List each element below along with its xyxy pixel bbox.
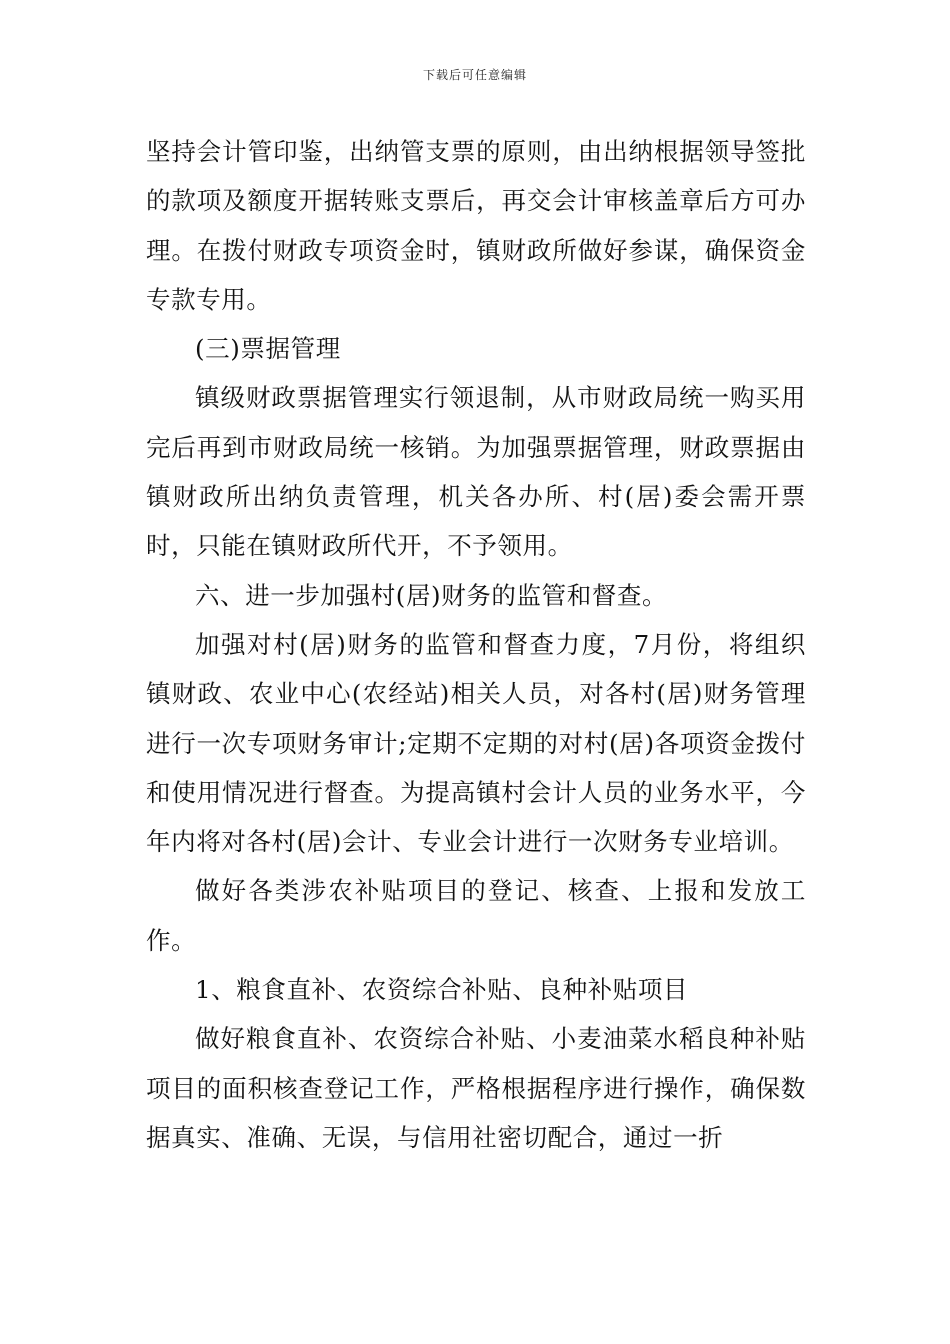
- section-heading-item-1: 1、粮食直补、农资综合补贴、良种补贴项目: [195, 975, 689, 1005]
- paragraph-6: 做好各类涉农补贴项目的登记、核查、上报和发放工作。: [146, 876, 806, 955]
- header-note: 下载后可任意编辑: [422, 68, 527, 82]
- paragraph-5: 加强对村(居)财务的监管和督查力度，7月份，将组织镇财政、农业中心(农经站)相关人员，对各村(居)财务管理进行一次专项财务审计;定期不定期的对村(居)各项资金拨付和使用情况进行督查。为提高镇村会计人员的业务水平，今年内将对各村(居)会计、专业会计进行一次财务专业培训。: [146, 629, 806, 857]
- paragraph-3: 镇级财政票据管理实行领退制，从市财政局统一购买用完后再到市财政局统一核销。为加强票据管理，财政票据由镇财政所出纳负责管理，机关各办所、村(居)委会需开票时，只能在镇财政所代开，不予领用。: [146, 383, 806, 561]
- document-body: [146, 127, 806, 1162]
- paragraph-1: 坚持会计管印鉴，出纳管支票的原则，由出纳根据领导签批的款项及额度开据转账支票后，再交会计审核盖章后方可办理。在拨付财政专项资金时，镇财政所做好参谋，确保资金专款专用。: [146, 137, 806, 314]
- section-heading-bill-management: (三)票据管理: [195, 334, 341, 364]
- section-heading-six: 六、进一步加强村(居)财务的监管和督查。: [195, 580, 668, 610]
- paragraph-8: 做好粮食直补、农资综合补贴、小麦油菜水稻良种补贴项目的面积核查登记工作，严格根据程序进行操作，确保数据真实、准确、无误，与信用社密切配合，通过一折: [146, 1024, 806, 1152]
